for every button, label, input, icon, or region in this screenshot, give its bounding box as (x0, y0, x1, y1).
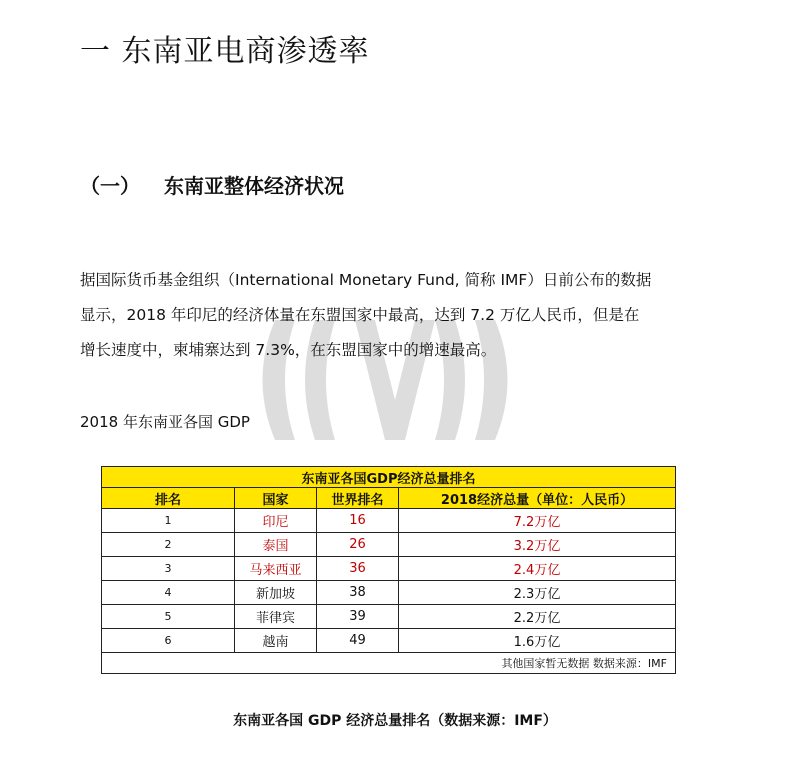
gdp-cell: 2.4万亿 (399, 557, 676, 581)
world-rank-cell: 39 (317, 605, 399, 629)
rank-cell: 1 (102, 509, 235, 533)
rank-cell: 6 (102, 629, 235, 653)
world-rank-cell: 16 (317, 509, 399, 533)
watermark-logo-icon (255, 310, 515, 450)
table-caption: 东南亚各国 GDP 经济总量排名（数据来源：IMF） (233, 713, 557, 729)
header-country: 国家 (235, 488, 317, 509)
section-number: （一） (80, 174, 140, 198)
gdp-label: 2018 年东南亚各国 GDP (80, 413, 250, 431)
paragraph-line-2: 显示，2018 年印尼的经济体量在东盟国家中最高，达到 7.2 万亿人民币，但是在 (80, 306, 640, 324)
world-rank-cell: 38 (317, 581, 399, 605)
gdp-cell: 2.2万亿 (399, 605, 676, 629)
gdp-table-image (101, 466, 675, 679)
table-title-row (102, 467, 676, 488)
country-cell: 新加坡 (235, 581, 317, 605)
country-cell: 泰国 (235, 533, 317, 557)
rank-cell: 5 (102, 605, 235, 629)
page-title: 一 东南亚电商渗透率 (80, 34, 370, 69)
world-rank-cell: 49 (317, 629, 399, 653)
world-rank-cell: 36 (317, 557, 399, 581)
section-title: 东南亚整体经济状况 (164, 174, 344, 198)
country-cell: 越南 (235, 629, 317, 653)
country-cell: 印尼 (235, 509, 317, 533)
table-row (102, 533, 676, 557)
country-cell: 菲律宾 (235, 605, 317, 629)
header-gdp: 2018经济总量（单位：人民币） (399, 488, 676, 509)
country-cell: 马来西亚 (235, 557, 317, 581)
table-row (102, 509, 676, 533)
table-row (102, 581, 676, 605)
table-row (102, 629, 676, 653)
header-world-rank: 世界排名 (317, 488, 399, 509)
section-heading (80, 170, 344, 199)
rank-cell: 2 (102, 533, 235, 557)
gdp-table (101, 466, 676, 674)
table-note-row (102, 653, 676, 674)
gdp-cell: 1.6万亿 (399, 629, 676, 653)
rank-cell: 3 (102, 557, 235, 581)
header-rank: 排名 (102, 488, 235, 509)
gdp-cell: 2.3万亿 (399, 581, 676, 605)
paragraph-line-3: 增长速度中，柬埔寨达到 7.3%，在东盟国家中的增速最高。 (80, 341, 497, 359)
gdp-cell: 7.2万亿 (399, 509, 676, 533)
gdp-cell: 3.2万亿 (399, 533, 676, 557)
paragraph-line-1: 据国际货币基金组织（International Monetary Fund, 简称 IMF）日前公布的数据 (80, 271, 652, 289)
table-row (102, 557, 676, 581)
table-title: 东南亚各国GDP经济总量排名 (102, 467, 676, 488)
table-header-row (102, 488, 676, 509)
rank-cell: 4 (102, 581, 235, 605)
world-rank-cell: 26 (317, 533, 399, 557)
table-note: 其他国家暂无数据 数据来源：IMF (102, 653, 676, 674)
table-row (102, 605, 676, 629)
